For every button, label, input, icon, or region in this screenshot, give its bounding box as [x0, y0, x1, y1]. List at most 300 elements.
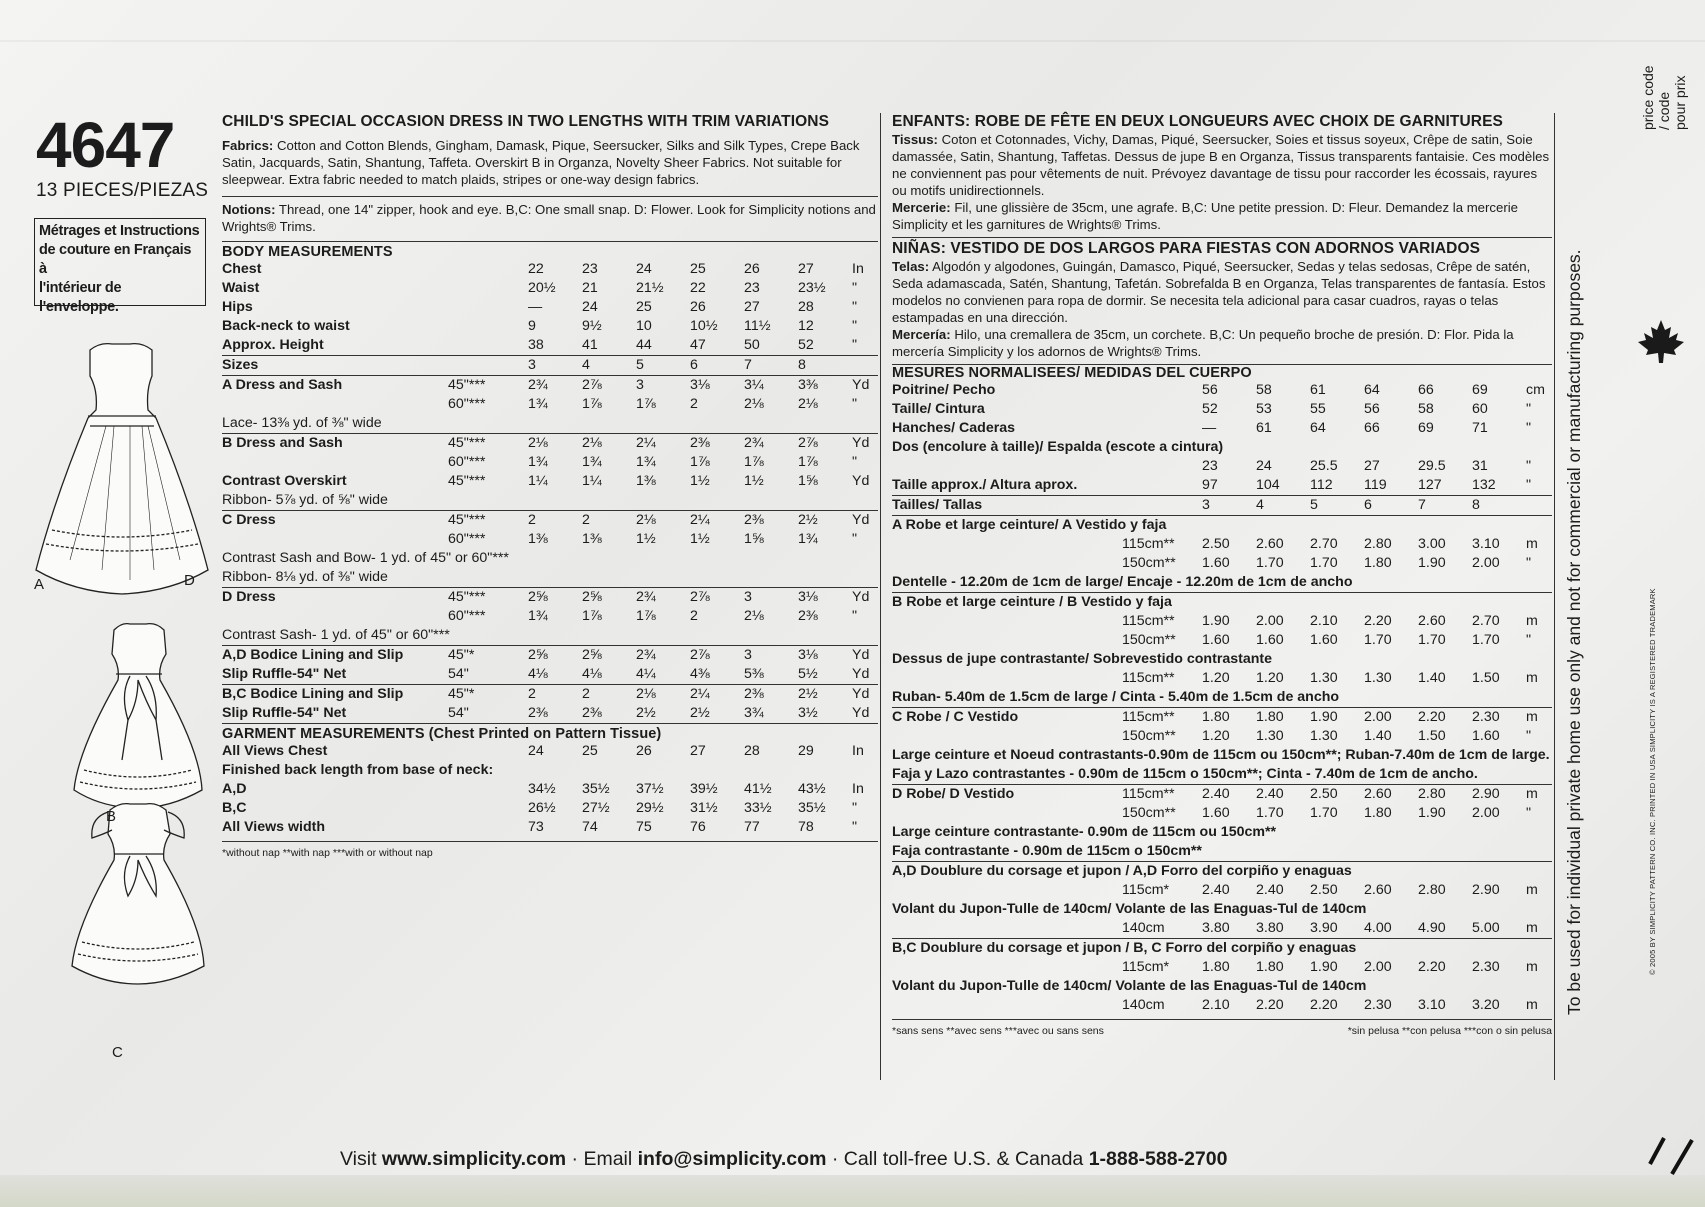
fabric-width: 45"*** — [448, 376, 528, 396]
row-unit: m — [1526, 882, 1538, 898]
row-value: 2⅜ — [744, 685, 798, 705]
email-link[interactable]: info@simplicity.com — [637, 1148, 827, 1170]
pattern-number: 4647 — [36, 109, 175, 181]
row-unit: Yd — [852, 473, 870, 489]
french-spanish-section — [892, 113, 1552, 1037]
row-value: 132 — [1472, 477, 1496, 493]
table-row — [892, 535, 1552, 554]
row-value: 1.60 — [1256, 632, 1284, 648]
phone-number[interactable]: 1-888-588-2700 — [1088, 1148, 1228, 1170]
row-unit: Yd — [852, 666, 870, 682]
row-value: 1¾ — [582, 454, 602, 470]
row-unit: cm — [1526, 382, 1545, 398]
row-value: 1.40 — [1364, 728, 1392, 744]
row-value: 27 — [1364, 458, 1380, 474]
table-row — [222, 434, 878, 454]
row-value: 5½ — [798, 666, 818, 682]
metric-measurements-table — [892, 381, 1552, 495]
tissus-label: Tissus: — [892, 132, 938, 147]
paper-bottom-edge — [0, 1175, 1705, 1207]
row-value: 69 — [1418, 420, 1434, 436]
nap-legend-fr-es — [892, 1025, 1552, 1037]
row-label — [222, 530, 448, 549]
french-instructions-box — [34, 218, 206, 315]
row-unit: Yd — [852, 588, 878, 608]
row-label: Ribbon- 8⅛ yd. of ⅜" wide — [222, 569, 388, 585]
row-value: 24 — [528, 743, 544, 759]
row-value: 74 — [582, 819, 598, 835]
english-title: CHILD'S SPECIAL OCCASION DRESS IN TWO LENGTHS WITH TRIM VARIATIONS — [222, 113, 830, 130]
divider — [222, 196, 878, 197]
nap-legend-es: *sin pelusa **con pelusa ***con o sin pelusa — [1347, 1025, 1552, 1037]
fabric-width — [1122, 476, 1202, 495]
row-value: 2.40 — [1202, 785, 1256, 805]
row-value: 3.80 — [1256, 920, 1284, 936]
row-value: 2⅛ — [744, 396, 764, 412]
row-value: 61 — [1256, 420, 1272, 436]
disclaimer-text — [1564, 995, 1585, 1015]
table-row — [892, 900, 1552, 919]
row-value: 104 — [1256, 477, 1280, 493]
fabric-width — [448, 279, 528, 298]
row-value: 2.50 — [1310, 785, 1364, 805]
row-value: 2.80 — [1364, 536, 1392, 552]
yardage-group — [222, 587, 878, 645]
row-unit: " — [1526, 632, 1532, 648]
row-value: 1⅞ — [744, 454, 764, 470]
row-value: 1¾ — [528, 396, 548, 412]
view-label-a: A — [34, 576, 45, 593]
row-value: 2 — [582, 511, 636, 531]
row-value: 24 — [582, 299, 598, 315]
table-row — [892, 746, 1552, 765]
row-unit: Yd — [852, 705, 870, 721]
row-value: 2⅛ — [582, 434, 636, 454]
fabric-width: 150cm** — [1122, 728, 1176, 744]
row-value: 52 — [798, 337, 814, 353]
row-value: 2.00 — [1364, 708, 1418, 728]
row-value: 1.70 — [1364, 632, 1392, 648]
table-row — [222, 336, 878, 355]
english-section — [222, 113, 878, 859]
row-label: Contrast Sash and Bow- 1 yd. of 45" or 60"*** — [222, 550, 509, 566]
row-value: 1½ — [690, 531, 710, 547]
telas-text: Algodón y algodones, Guingán, Damasco, Piqué, Seersucker, Sedas y telas sedosas, Crêpe de satén, Seda adamascada, Satén, Shantung, Tafetán. Sobrefalda B en Organza, Telas transparentes de fantasía. Estos modelos no convienen para ropa de dormir. Se necesita tela adicional para casar cuadros, rayas o telas estampadas en una dirección. — [892, 259, 1546, 325]
fabric-width: 60"*** — [448, 531, 486, 547]
row-value: 78 — [798, 819, 814, 835]
fabric-width: 54" — [448, 666, 469, 682]
row-value: 2⅜ — [582, 705, 602, 721]
table-row — [222, 568, 878, 587]
sizes-label: Sizes — [222, 356, 448, 376]
table-row — [892, 457, 1552, 476]
table-row — [892, 688, 1552, 707]
row-unit: " — [852, 396, 858, 412]
row-value: 76 — [690, 819, 706, 835]
row-label — [892, 881, 1122, 900]
row-value: 3 — [636, 376, 690, 396]
fabric-width: 60"*** — [448, 454, 486, 470]
row-unit: In — [852, 781, 864, 797]
fabric-width — [448, 336, 528, 355]
divider — [892, 1019, 1552, 1020]
footer-email-prefix: · Email — [566, 1148, 638, 1170]
size-value: 7 — [1418, 496, 1472, 516]
row-value: 41 — [582, 337, 598, 353]
row-value: 1½ — [636, 531, 656, 547]
row-value: 24 — [636, 261, 652, 277]
row-value: 2¾ — [528, 376, 582, 396]
row-value: 1.70 — [1256, 805, 1284, 821]
merceria-label: Mercería: — [892, 327, 951, 342]
table-row — [892, 419, 1552, 438]
fabric-width — [448, 799, 528, 818]
size-value: 7 — [744, 356, 798, 376]
row-value: 2.60 — [1418, 613, 1446, 629]
fabric-width — [448, 818, 528, 837]
row-label: Chest — [222, 261, 262, 277]
row-value: 1.70 — [1418, 632, 1446, 648]
row-value: 20½ — [528, 280, 556, 296]
row-value: 5⅜ — [744, 666, 764, 682]
row-unit: m — [1526, 613, 1538, 629]
row-value: 10 — [636, 318, 652, 334]
table-row — [222, 414, 878, 433]
row-value: 34½ — [528, 781, 556, 797]
table-row — [222, 626, 878, 645]
row-value: 1.80 — [1256, 959, 1284, 975]
row-value: 1½ — [690, 473, 710, 489]
row-value: 3.20 — [1472, 997, 1500, 1013]
row-label: B Robe et large ceinture / B Vestido y faja — [892, 593, 1552, 613]
row-value: 73 — [528, 819, 544, 835]
fabric-width — [448, 356, 528, 376]
table-row — [222, 511, 878, 531]
row-value: 2.40 — [1256, 882, 1284, 898]
row-value: 1¾ — [636, 454, 656, 470]
size-value: 5 — [636, 356, 690, 376]
yardage-group — [892, 592, 1552, 707]
row-value: 1.60 — [1202, 555, 1230, 571]
row-label: Faja y Lazo contrastantes - 0.90m de 115cm o 150cm**; Cinta - 7.40m de 1cm de ancho. — [892, 766, 1478, 782]
row-value: 1½ — [744, 473, 764, 489]
row-value: 66 — [1364, 420, 1380, 436]
table-row — [892, 516, 1552, 536]
row-label: A Dress and Sash — [222, 376, 448, 396]
row-label — [892, 612, 1122, 631]
row-value: 26 — [744, 261, 760, 277]
row-value: 2.50 — [1310, 882, 1338, 898]
row-value: 35½ — [798, 800, 826, 816]
fabric-width — [448, 317, 528, 336]
row-value: 27½ — [582, 800, 610, 816]
row-value: 25 — [582, 743, 598, 759]
row-value: 50 — [744, 337, 760, 353]
row-value: 56 — [1364, 401, 1380, 417]
row-label: B Dress and Sash — [222, 434, 448, 454]
row-value: 112 — [1310, 477, 1333, 493]
table-row — [892, 381, 1552, 400]
row-value: 1.90 — [1418, 805, 1446, 821]
fabric-width: 45"*** — [448, 511, 528, 531]
row-unit: Yd — [852, 434, 878, 454]
row-value: 1⅞ — [798, 454, 818, 470]
row-value: 23½ — [798, 280, 826, 296]
row-value: 2¼ — [636, 434, 690, 454]
row-value: 2.60 — [1256, 536, 1284, 552]
row-value: 35½ — [582, 781, 610, 797]
row-label: All Views Chest — [222, 743, 328, 759]
row-value: 1.90 — [1310, 959, 1338, 975]
row-value: 12 — [798, 318, 814, 334]
row-value: 2.10 — [1202, 997, 1230, 1013]
row-value: 21½ — [636, 280, 664, 296]
row-value: 2⅞ — [582, 376, 636, 396]
table-row — [222, 298, 878, 317]
table-row — [892, 727, 1552, 746]
row-value: 1.60 — [1202, 632, 1230, 648]
row-value: 1⅝ — [798, 473, 818, 489]
row-value: 2.20 — [1418, 959, 1446, 975]
row-value: 3⅛ — [690, 376, 744, 396]
garment-measurements-table — [222, 742, 878, 837]
row-value: 23 — [582, 261, 598, 277]
size-value: 6 — [1364, 496, 1418, 516]
row-value: 33½ — [744, 800, 772, 816]
row-unit: m — [1526, 997, 1538, 1013]
row-unit: " — [852, 280, 858, 296]
pieces-count: 13 PIECES/PIEZAS — [36, 180, 209, 201]
row-value: 2 — [690, 396, 698, 412]
french-note-line: l'intérieur de — [39, 280, 122, 296]
paper-crease — [0, 40, 1705, 42]
row-value: 3¾ — [744, 705, 764, 721]
row-value: 1.80 — [1256, 708, 1310, 728]
row-value: 3.80 — [1202, 920, 1230, 936]
table-row — [892, 400, 1552, 419]
row-value: 9½ — [582, 318, 602, 334]
metric-sizes-table — [892, 495, 1552, 515]
row-value: 3½ — [798, 705, 818, 721]
table-row — [222, 317, 878, 336]
row-value: 1⅜ — [636, 473, 656, 489]
row-value: 2⅛ — [798, 396, 818, 412]
fabric-width: 140cm — [1122, 997, 1165, 1013]
table-row — [892, 958, 1552, 977]
metric-measurements-header: MESURES NORMALISEES/ MEDIDAS DEL CUERPO — [892, 365, 1252, 381]
table-row — [222, 279, 878, 298]
row-value: 38 — [528, 337, 544, 353]
row-unit: m — [1526, 536, 1538, 552]
fabric-width: 45"* — [448, 646, 528, 666]
row-value: 66 — [1418, 382, 1434, 398]
table-row — [222, 780, 878, 799]
row-value: 2⅞ — [690, 646, 744, 666]
row-label — [892, 669, 1122, 688]
row-value: 4⅛ — [528, 666, 548, 682]
fabric-width: 150cm** — [1122, 805, 1176, 821]
table-row — [892, 804, 1552, 823]
view-label-d: D — [184, 572, 195, 589]
table-row — [892, 996, 1552, 1015]
row-value: 25.5 — [1310, 458, 1338, 474]
row-value: 56 — [1202, 382, 1218, 398]
row-value: 4.90 — [1418, 920, 1446, 936]
size-value: 3 — [528, 356, 582, 376]
table-row — [222, 818, 878, 837]
row-value: 97 — [1202, 477, 1218, 493]
row-label — [892, 804, 1122, 823]
column-divider — [1554, 113, 1555, 1080]
row-value: 3¼ — [744, 376, 798, 396]
divider — [892, 237, 1552, 238]
row-value: 69 — [1472, 382, 1488, 398]
size-value: 8 — [1472, 496, 1526, 516]
table-row — [222, 472, 878, 491]
fabric-width: 115cm* — [1122, 959, 1170, 975]
fabrics-paragraph — [222, 137, 878, 188]
row-unit: Yd — [852, 376, 878, 396]
row-label: All Views width — [222, 819, 326, 835]
row-value: 2⅝ — [582, 646, 636, 666]
row-unit: " — [1526, 401, 1532, 417]
row-unit: Yd — [852, 511, 878, 531]
row-label: Large ceinture et Noeud contrastants-0.90m de 115cm ou 150cm**; Ruban-7.40m de 1cm de large. — [892, 747, 1550, 763]
row-value: 2⅝ — [582, 588, 636, 608]
size-value: 6 — [690, 356, 744, 376]
maple-leaf-icon — [1636, 318, 1686, 364]
row-value: 1.90 — [1202, 613, 1230, 629]
row-label: Slip Ruffle-54" Net — [222, 666, 347, 682]
row-value: 1.80 — [1364, 805, 1392, 821]
row-value: 23 — [744, 280, 760, 296]
fabric-width — [1122, 496, 1202, 516]
french-note-line: Métrages et Instructions — [39, 223, 200, 239]
row-label: Hips — [222, 299, 253, 315]
row-value: 2¼ — [690, 511, 744, 531]
row-label: Volant du Jupon-Tulle de 140cm/ Volante de las Enaguas-Tul de 140cm — [892, 978, 1367, 994]
row-value: 2¼ — [690, 685, 744, 705]
table-row — [222, 395, 878, 414]
row-unit: " — [852, 318, 858, 334]
row-value: 2.20 — [1256, 997, 1284, 1013]
row-label — [222, 395, 448, 414]
row-value: 1⅞ — [690, 454, 710, 470]
yardage-group — [222, 433, 878, 510]
fabric-width: 115cm** — [1122, 708, 1202, 728]
row-value: 2.20 — [1364, 613, 1392, 629]
row-value: 2.80 — [1418, 882, 1446, 898]
row-label: Ribbon- 5⅞ yd. of ⅝" wide — [222, 492, 388, 508]
row-value: 119 — [1364, 477, 1387, 493]
french-note-line: l'enveloppe. — [39, 299, 119, 315]
table-row — [892, 842, 1552, 861]
table-row — [222, 704, 878, 723]
row-value: 2¾ — [636, 588, 690, 608]
row-value: 28 — [744, 743, 760, 759]
row-value: 2⅛ — [636, 511, 690, 531]
row-value: 2.80 — [1418, 785, 1472, 805]
row-value: 21 — [582, 280, 598, 296]
table-row — [222, 530, 878, 549]
row-value: 1.70 — [1310, 555, 1338, 571]
row-value: 37½ — [636, 781, 664, 797]
size-value: 4 — [582, 356, 636, 376]
row-label: Ruban- 5.40m de 1.5cm de large / Cinta - 5.40m de 1.5cm de ancho — [892, 689, 1340, 705]
row-label — [892, 958, 1122, 977]
row-value: 53 — [1256, 401, 1272, 417]
table-row — [222, 742, 878, 761]
divider — [222, 723, 878, 724]
row-unit: " — [852, 454, 858, 470]
row-value: 1.50 — [1472, 670, 1500, 686]
row-value: 27 — [798, 261, 814, 277]
table-row — [222, 376, 878, 396]
table-row — [892, 708, 1552, 728]
fabric-width — [448, 298, 528, 317]
table-row — [892, 476, 1552, 495]
notions-text: Thread, one 14" zipper, hook and eye. B,C: One small snap. D: Flower. Look for Simplicity notions and Wrights® Trims. — [222, 202, 876, 234]
fabric-width — [448, 260, 528, 279]
row-value: 23 — [1202, 458, 1218, 474]
row-value: 1.70 — [1472, 632, 1500, 648]
row-value: 1.80 — [1202, 708, 1256, 728]
row-value: 43½ — [798, 781, 826, 797]
table-row — [892, 881, 1552, 900]
row-unit: m — [1526, 785, 1552, 805]
nap-legend-fr: *sans sens **avec sens ***avec ou sans sens — [892, 1025, 1104, 1037]
row-value: 1⅞ — [582, 608, 602, 624]
fabrics-text: Cotton and Cotton Blends, Gingham, Damask, Pique, Seersucker, Silks and Silk Types, Crepe Back Satin, Jacquards, Satin, Shantung, Taffeta. Overskirt B in Organza, Novelty Sheer Fabrics. Not suitable for sleepwear. Extra fabric needed to match plaids, stripes or one-way design fabrics. — [222, 138, 860, 187]
row-value: 1⅞ — [636, 396, 656, 412]
row-value: 4.00 — [1364, 920, 1392, 936]
row-value: 2⅜ — [528, 705, 548, 721]
price-code-text: price code / code pour prix — [1640, 65, 1688, 130]
table-row — [892, 573, 1552, 592]
row-value: 29½ — [636, 800, 664, 816]
table-row — [222, 549, 878, 568]
row-unit: " — [852, 819, 858, 835]
row-value: 2⅜ — [690, 434, 744, 454]
row-value: 1.70 — [1310, 805, 1338, 821]
yardage-group — [892, 784, 1552, 861]
fabric-width: 115cm* — [1122, 882, 1170, 898]
row-label — [892, 457, 1122, 476]
table-row — [892, 612, 1552, 631]
table-row — [222, 646, 878, 666]
row-label: Taille/ Cintura — [892, 401, 985, 417]
row-label — [892, 919, 1122, 938]
yardage-group — [222, 645, 878, 684]
row-label: Contrast Overskirt — [222, 473, 347, 489]
view-label-b: B — [106, 808, 117, 825]
garment-measurements-header: GARMENT MEASUREMENTS (Chest Printed on Pattern Tissue) — [222, 726, 662, 742]
merceria-text: Hilo, una cremallera de 35cm, un corchete. B,C: Un pequeño broche de presión. D: Flor. Pida la mercería Simplicity y los adornos de Wrights® Trims. — [892, 327, 1514, 359]
row-label: Slip Ruffle-54" Net — [222, 705, 347, 721]
fabric-width — [1122, 381, 1202, 400]
row-value: 75 — [636, 819, 652, 835]
row-value: 77 — [744, 819, 760, 835]
row-value: 1⅝ — [744, 531, 764, 547]
row-label — [892, 631, 1122, 650]
row-value: 1.70 — [1256, 555, 1284, 571]
fabric-width: 140cm — [1122, 920, 1165, 936]
website-link[interactable]: www.simplicity.com — [381, 1148, 567, 1170]
row-value: 2 — [528, 685, 582, 705]
fabric-width — [1122, 457, 1202, 476]
row-value: 2⅛ — [528, 434, 582, 454]
row-value: 2.30 — [1472, 959, 1500, 975]
